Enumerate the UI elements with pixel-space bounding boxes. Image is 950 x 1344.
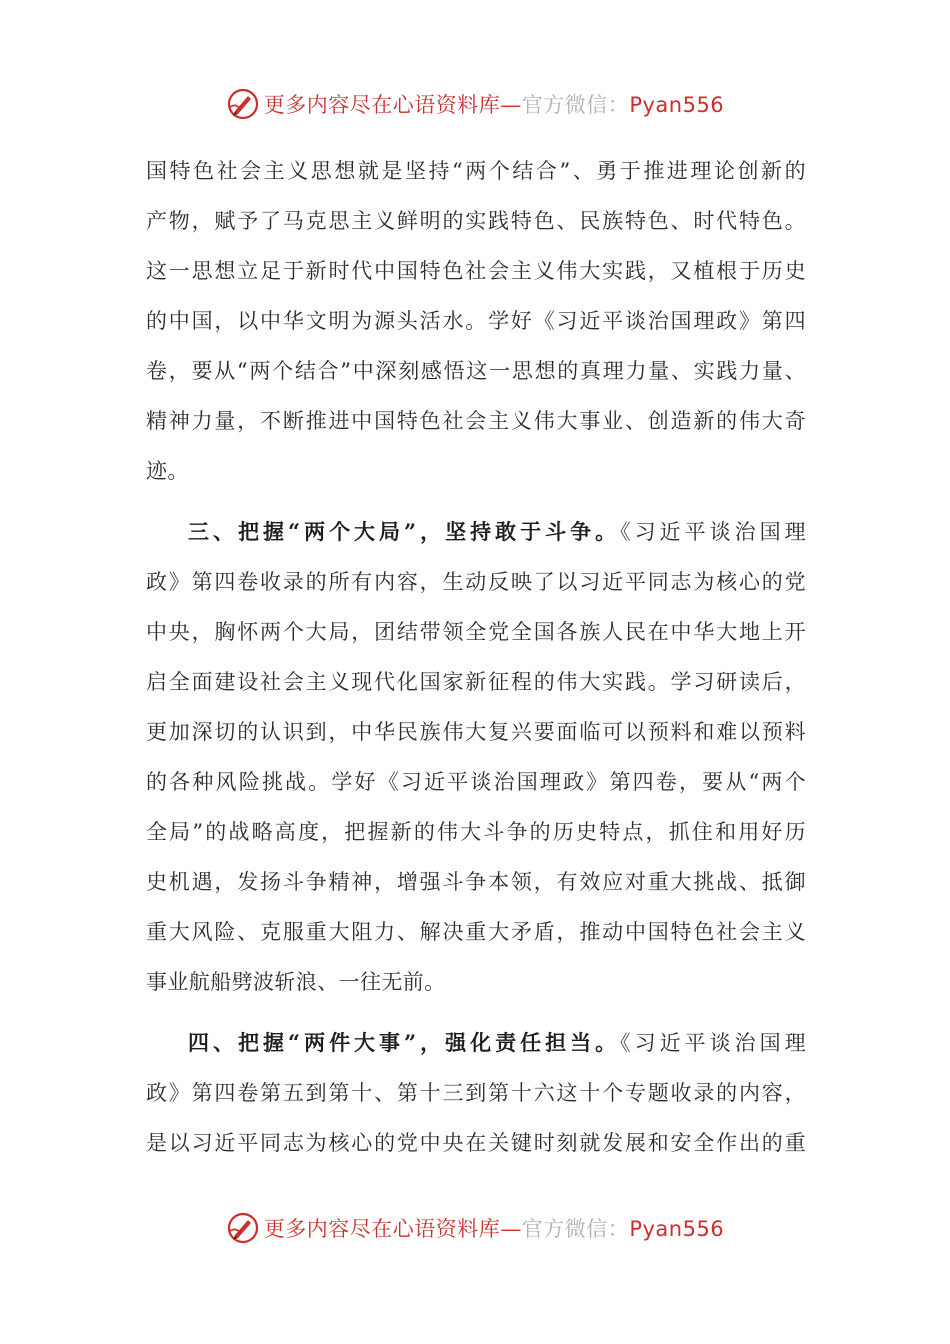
paragraph-1 (146, 146, 806, 496)
section-heading: 三、把握“两个大局”，坚持敢于斗争。 (188, 519, 621, 544)
text-line: 国特色社会主义思想就是坚持“两个结合”、勇于推进理论创新的 (146, 159, 806, 183)
text-line: 精神力量，不断推进中国特色社会主义伟大事业、创造新的伟大奇 (146, 409, 806, 433)
watermark-text (264, 89, 724, 119)
text-line: 是以习近平同志为核心的党中央在关键时刻就发展和安全作出的重 (146, 1131, 806, 1155)
text-line-continuation: 《习近平谈治国理 (620, 1031, 807, 1055)
paragraph-2 (146, 507, 806, 1007)
pen-logo-icon (226, 87, 260, 121)
text-line: 政》第四卷收录的所有内容，生动反映了以习近平同志为核心的党 (146, 570, 806, 594)
watermark-title: 更多内容尽在心语资料库 (263, 1217, 501, 1241)
text-line: 的各种风险挑战。学好《习近平谈治国理政》第四卷，要从“两个 (146, 770, 806, 794)
watermark-title: 更多内容尽在心语资料库 (263, 93, 501, 117)
watermark-text (264, 1213, 724, 1243)
wechat-label: 官方微信： (521, 1217, 630, 1241)
text-line: 产物，赋予了马克思主义鲜明的实践特色、民族特色、时代特色。 (146, 209, 806, 233)
text-line: 迹。 (146, 459, 189, 483)
section-heading: 四、把握“两件大事”，强化责任担当。 (188, 1030, 621, 1055)
text-line: 全局”的战略高度，把握新的伟大斗争的历史特点，抓住和用好历 (146, 820, 806, 844)
pen-logo-icon (226, 1211, 260, 1245)
text-line: 的中国，以中华文明为源头活水。学好《习近平谈治国理政》第四 (146, 309, 806, 333)
text-line: 卷，要从“两个结合”中深刻感悟这一思想的真理力量、实践力量、 (146, 359, 806, 383)
text-line: 史机遇，发扬斗争精神，增强斗争本领，有效应对重大挑战、抵御 (146, 870, 806, 894)
text-line: 启全面建设社会主义现代化国家新征程的伟大实践。学习研读后， (146, 670, 806, 694)
wechat-id: Pyan556 (629, 93, 725, 117)
watermark-separator: — (500, 1217, 522, 1241)
text-line: 中央，胸怀两个大局，团结带领全党全国各族人民在中华大地上开 (146, 620, 806, 644)
wechat-label: 官方微信： (521, 93, 630, 117)
document-body (146, 146, 806, 1168)
watermark-separator: — (500, 93, 522, 117)
text-line: 重大风险、克服重大阻力、解决重大矛盾，推动中国特色社会主义 (146, 920, 806, 944)
paragraph-3 (146, 1018, 806, 1168)
wechat-id: Pyan556 (629, 1217, 725, 1241)
text-line: 政》第四卷第五到第十、第十三到第十六这十个专题收录的内容， (146, 1081, 806, 1105)
header-watermark (0, 84, 950, 124)
footer-watermark (0, 1208, 950, 1248)
text-line-continuation: 《习近平谈治国理 (620, 520, 807, 544)
text-line: 这一思想立足于新时代中国特色社会主义伟大实践，又植根于历史 (146, 259, 806, 283)
section-heading-line (146, 1018, 806, 1068)
text-line: 更加深切的认识到，中华民族伟大复兴要面临可以预料和难以预料 (146, 720, 806, 744)
text-line: 事业航船劈波斩浪、一往无前。 (146, 970, 446, 994)
section-heading-line (146, 507, 806, 557)
